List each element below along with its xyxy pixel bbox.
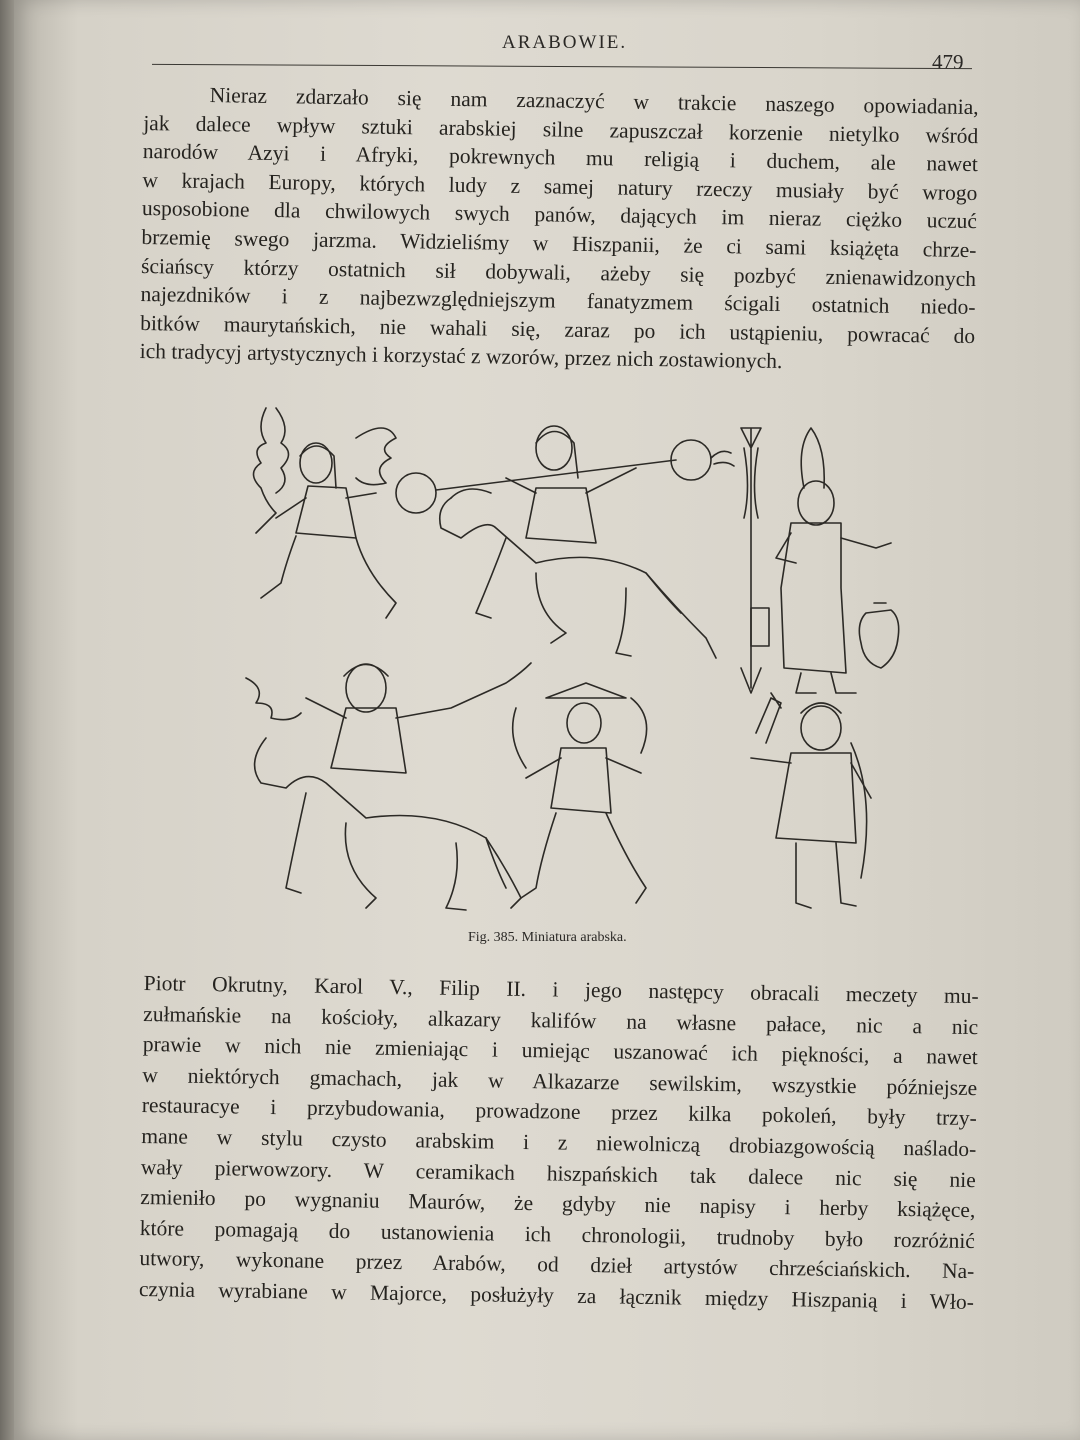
- text-line: brzemię swego jarzma. Widzieliśmy w Hiszpanii, że ci sami książęta chrze-: [141, 224, 977, 263]
- book-page: [14, 0, 1080, 1440]
- running-title: ARABOWIE.: [502, 32, 628, 53]
- rider-on-horse-bottom: [246, 663, 531, 910]
- text-line: w krajach Europy, których ludy z samej natury rzeczy musiały być wrogo: [142, 167, 978, 205]
- text-line: zułmańskie na kościoły, alkazary kalifów na własne pałace, nic a nic: [143, 1001, 979, 1039]
- text-line: Nieraz zdarzało się nam zaznaczyć w trakcie naszego opowiadania,: [209, 83, 979, 120]
- text-line: w niektórych gmachach, jak w Alkazarze sewilskim, wszystkie późniejsze: [142, 1062, 978, 1100]
- text-line: bitków maurytańskich, nie wahali się, zaraz po ich ustąpieniu, powracać do: [139, 310, 976, 348]
- text-line: utwory, wykonane przez Arabów, od dzieł artystów chrześciańskich. Na-: [139, 1246, 975, 1284]
- paragraph-2: [139, 968, 979, 1318]
- paragraph-1: [140, 80, 979, 379]
- text-line: Piotr Okrutny, Karol V., Filip II. i jego następcy obracali meczety mu-: [143, 970, 979, 1009]
- line-drawing: [236, 398, 916, 928]
- text-line: ściańscy którzy ostatnich sił dobywali, ażeby się pozbyć znienawidzonych: [140, 253, 977, 291]
- text-line: najezdników i z najbezwzględniejszym fanatyzmem ścigali ostatnich niedo-: [140, 282, 976, 320]
- text-line: jak dalece wpływ sztuki arabskiej silne zapuszczał korzenie nietylko wśród: [143, 110, 979, 148]
- figure-caption: Fig. 385. Miniatura arabska.: [468, 930, 627, 945]
- text-line: ich tradycyj artystycznych i korzystać z wzorów, przez nich zostawionych.: [139, 339, 783, 374]
- text-line: narodów Azyi i Afryki, pokrewnych mu religią i duchem, ale nawet: [142, 139, 978, 177]
- text-line: usposobione dla chwilowych swych panów, dających im nieraz ciężko uczuć: [141, 196, 978, 234]
- text-line: restauracye i przybudowania, prowadzone przez kilka pokoleń, były trzy-: [141, 1093, 977, 1131]
- text-line: czynia wyrabiane w Majorce, posłużyły za łącznik między Hiszpanią i Wło-: [138, 1276, 975, 1315]
- standing-figure-top-right: [776, 428, 899, 693]
- text-line: prawie w nich nie zmieniając i umiejąc uszanować ich piękności, a nawet: [142, 1032, 978, 1070]
- torch-bearer-bottom-right: [751, 693, 871, 908]
- text-line: mane w stylu czysto arabskim i z niewolniczą drobiazgowością naślado-: [141, 1123, 977, 1162]
- text-line: zmieniło po wygnaniu Maurów, że gdyby nie napisy i herby książęce,: [140, 1185, 976, 1223]
- text-line: wały pierwowzory. W ceramikach hiszpańskich tak dalece nic się nie: [140, 1154, 976, 1192]
- miniature-illustration: [236, 398, 916, 928]
- dancer-figure-bottom-centre: [513, 683, 647, 903]
- text-line: które pomagają do ustanowienia ich chronologii, trudnoby było rozróżnić: [139, 1215, 976, 1253]
- dancer-figure-top-left: [254, 408, 397, 618]
- vertical-arrow: [741, 428, 769, 693]
- page-number: 479: [932, 50, 964, 74]
- header-rule: [152, 64, 972, 69]
